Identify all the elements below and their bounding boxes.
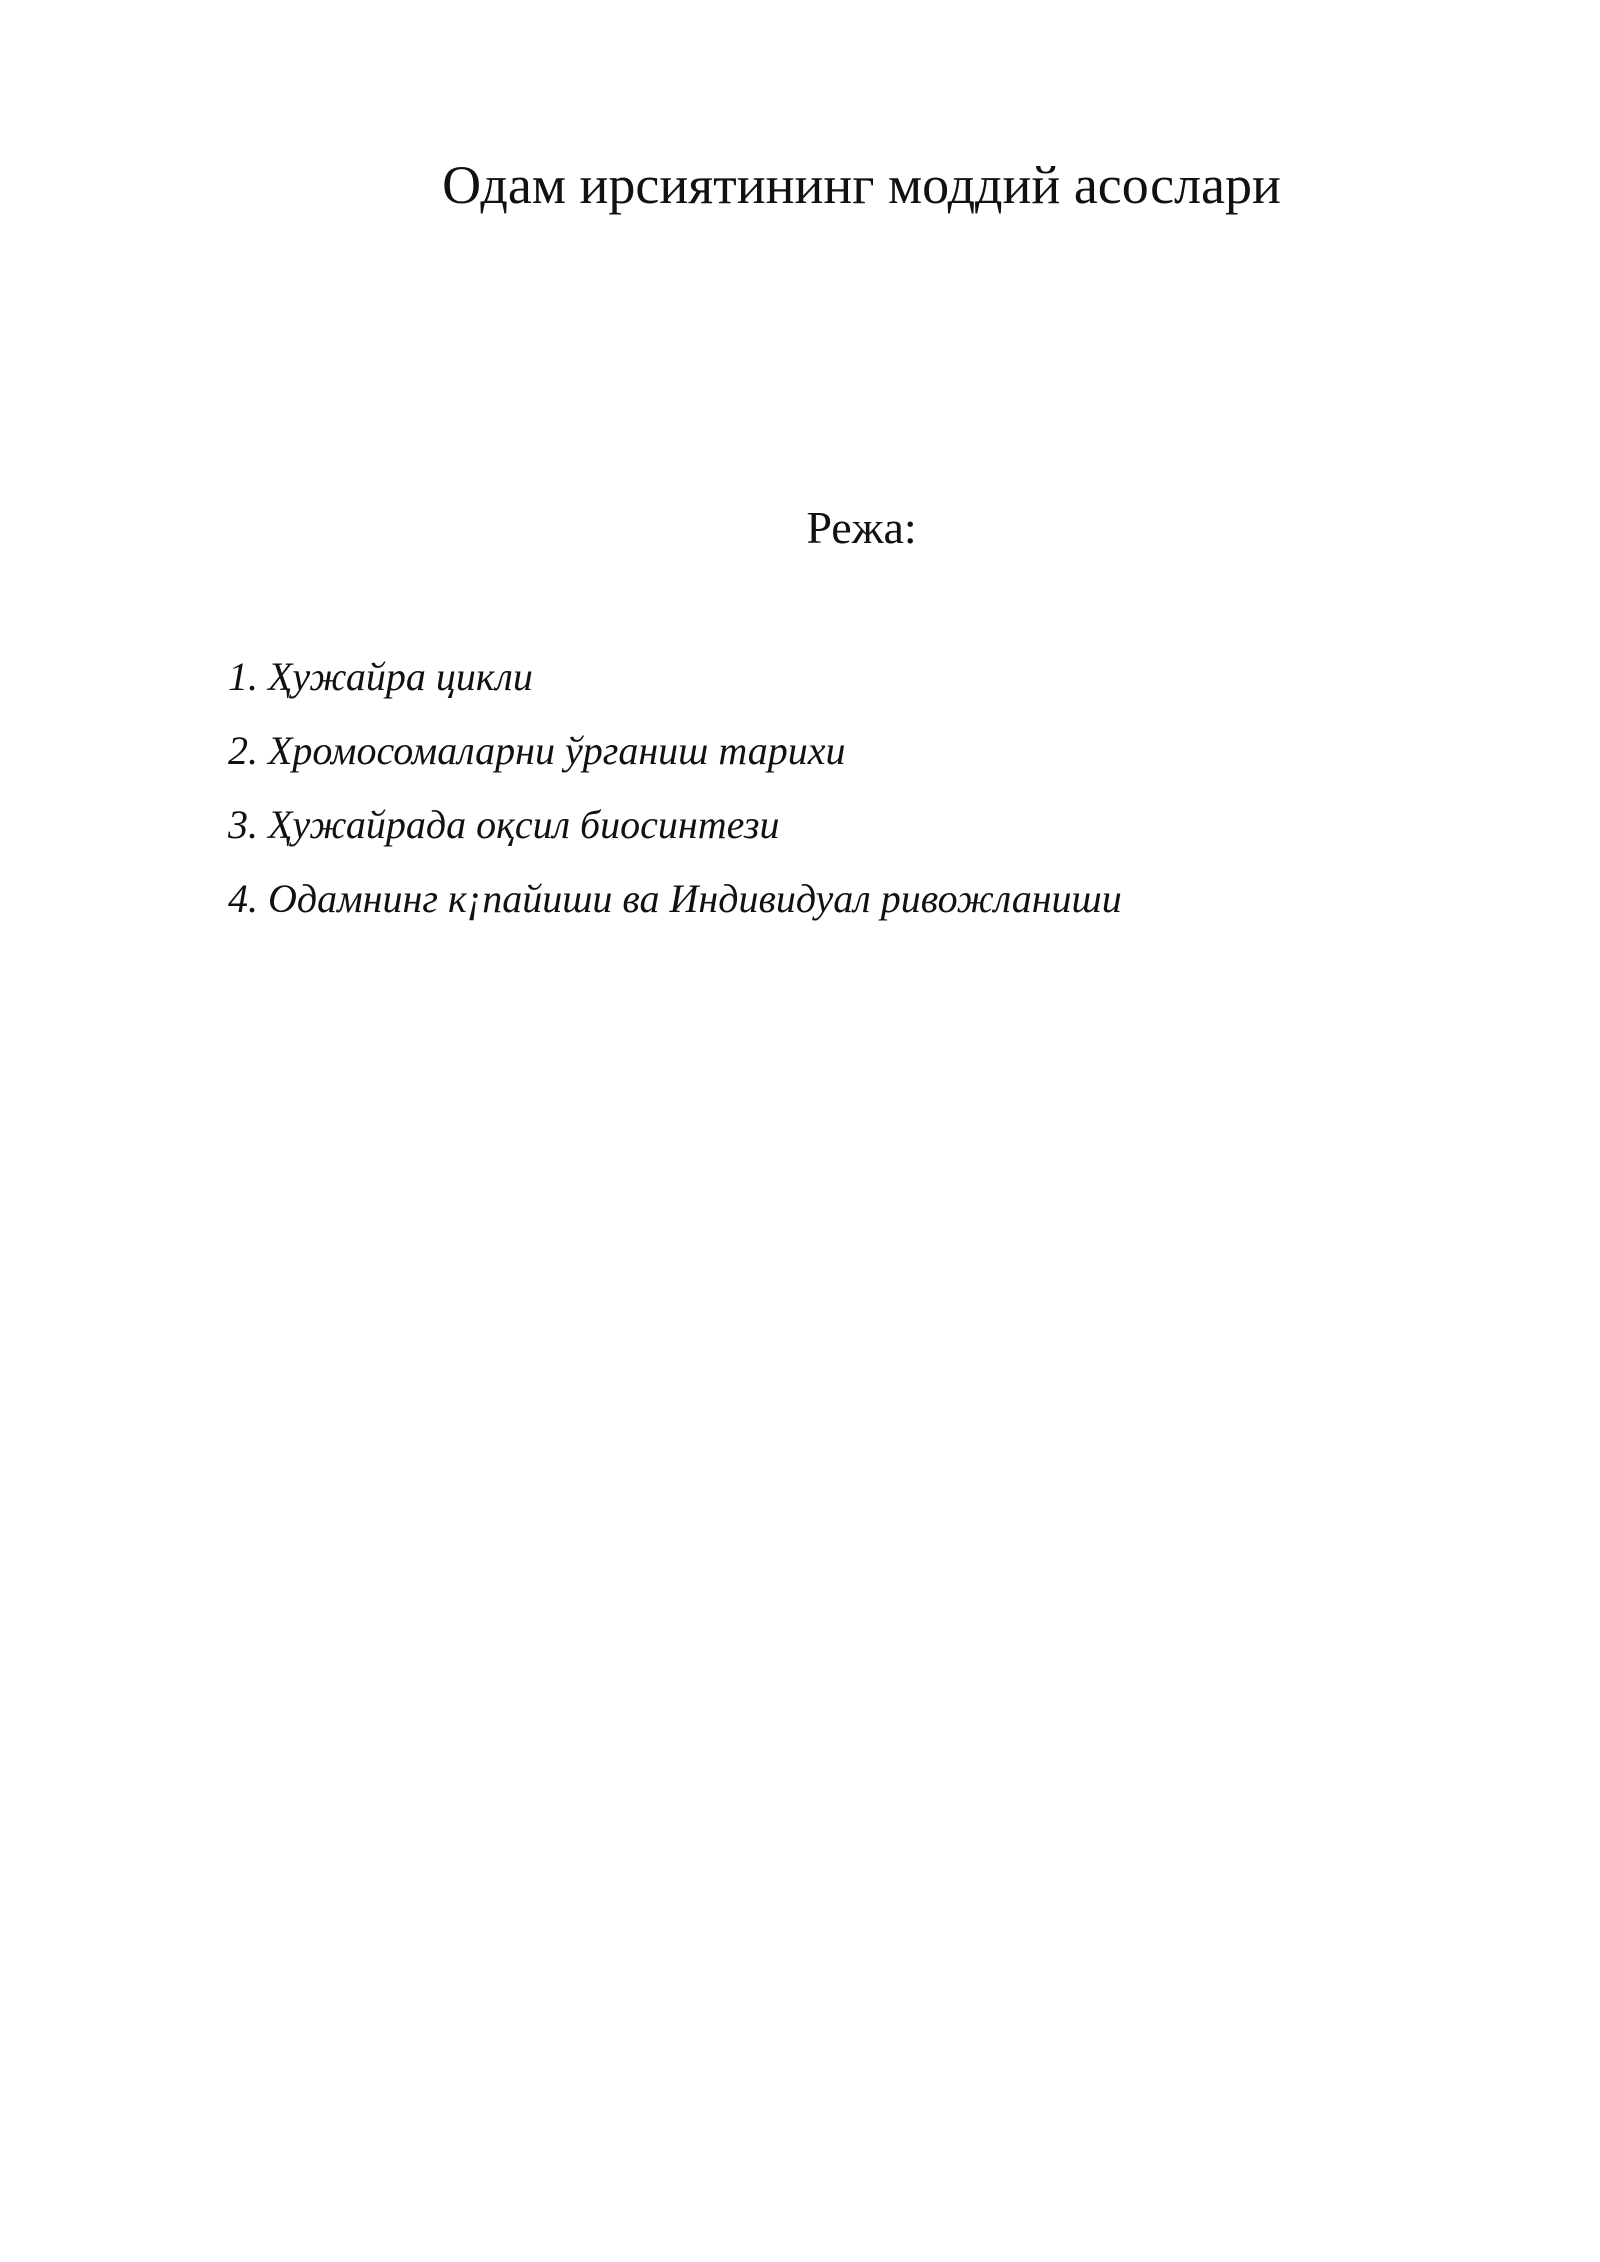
plan-item-protein-biosynthesis: 3. Ҳужайрада оқсил биосинтези — [228, 802, 780, 847]
plan-heading: Режа: — [806, 502, 917, 553]
plan-item-chromosome-history: 2. Хромосомаларни ўрганиш тарихи — [228, 728, 846, 773]
document-title: Одам ирсиятининг моддий асослари — [442, 155, 1281, 215]
plan-item-cell-cycle: 1. Ҳужайра цикли — [228, 654, 533, 699]
plan-list — [228, 640, 1122, 936]
plan-item-reproduction-development: 4. Одамнинг к¡пайиши ва Индивидуал ривожланиши — [228, 876, 1122, 921]
